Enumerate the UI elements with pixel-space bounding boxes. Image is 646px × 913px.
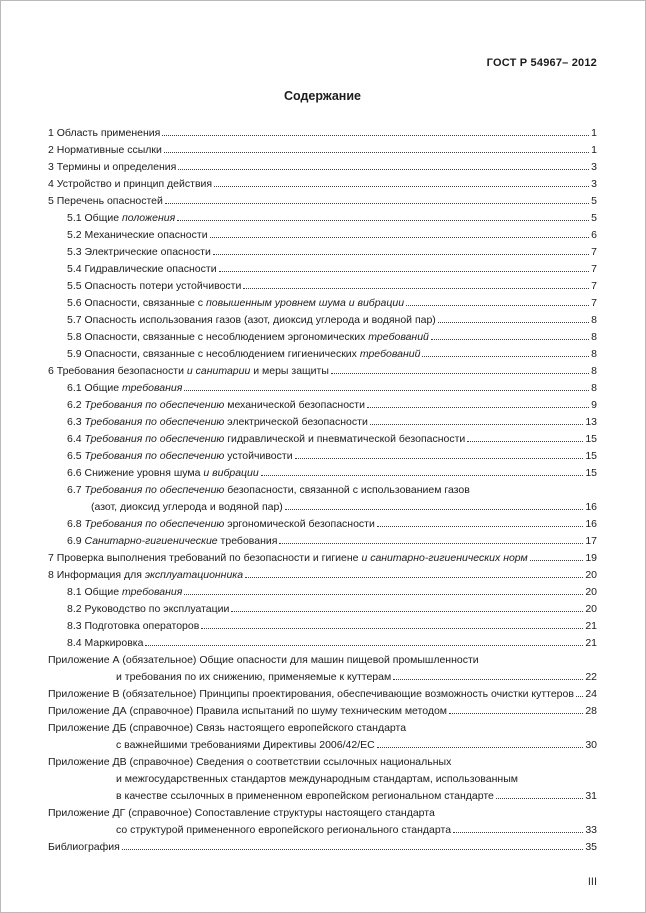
toc-entry-text: Приложение ДГ (справочное) Сопоставление структуры настоящего стандарта (48, 807, 435, 819)
toc-entry-text: и требования по их снижению, применяемые к куттерам (116, 671, 392, 683)
toc-leader-dots (184, 592, 583, 595)
toc-leader-dots (213, 252, 589, 255)
toc-entry-text: 5.4 Гидравлические опасности (67, 263, 217, 275)
toc-entry-line (48, 312, 597, 329)
toc-entry-text: со структурой примененного европейского регионального стандарта (116, 824, 452, 836)
toc-page-number: 5 (591, 195, 597, 207)
toc-list (48, 125, 597, 856)
toc-entry-line (48, 686, 597, 703)
toc-entry-line (48, 210, 597, 227)
toc-page-number: 15 (585, 450, 597, 462)
toc-entry-text: с важнейшими требованиями Директивы 2006/42/ЕС (116, 739, 375, 751)
toc-entry-text: 4 Устройство и принцип действия (48, 178, 213, 190)
toc-entry-line (48, 822, 597, 839)
toc-leader-dots (431, 337, 589, 340)
toc-leader-dots (162, 133, 589, 136)
toc-entry-text: 6 Требования безопасности и санитарии и меры защиты (48, 365, 329, 377)
toc-entry-line (48, 193, 597, 210)
toc-page-number: 3 (591, 161, 597, 173)
toc-leader-dots (467, 439, 583, 442)
toc-entry-line (48, 703, 597, 720)
toc-page-number: 20 (585, 569, 597, 581)
toc-leader-dots (576, 694, 583, 697)
toc-leader-dots (231, 609, 583, 612)
toc-entry-text: 8.4 Маркировка (67, 637, 144, 649)
toc-entry-text: 5.5 Опасность потери устойчивости (67, 280, 242, 292)
toc-entry-line (48, 329, 597, 346)
toc-page-number: 24 (585, 688, 597, 700)
toc-page-number: 20 (585, 586, 597, 598)
toc-entry-text: Приложение ДА (справочное) Правила испытаний по шуму техническим методом (48, 705, 448, 717)
toc-leader-dots (331, 371, 589, 374)
toc-page-number: 7 (591, 280, 597, 292)
toc-entry-line (48, 635, 597, 652)
toc-entry-text: в качестве ссылочных в примененном европейском региональном стандарте (116, 790, 494, 802)
toc-entry-text: Приложение ДВ (справочное) Сведения о соответствии ссылочных национальных (48, 756, 452, 768)
toc-entry-text: 5 Перечень опасностей (48, 195, 163, 207)
toc-page-number: 13 (585, 416, 597, 428)
toc-page-number: 5 (591, 212, 597, 224)
toc-page-number: 31 (585, 790, 597, 802)
toc-leader-dots (201, 626, 583, 629)
toc-entry-text: 5.6 Опасности, связанные с повышенным уровнем шума и вибрации (67, 297, 405, 309)
doc-code: ГОСТ Р 54967– 2012 (486, 57, 597, 69)
toc-entry-line (48, 431, 597, 448)
toc-entry-line (48, 584, 597, 601)
toc-page-number: 33 (585, 824, 597, 836)
toc-page-number: 20 (585, 603, 597, 615)
toc-entry-line (48, 142, 597, 159)
toc-page-number: 3 (591, 178, 597, 190)
toc-entry-text: 6.6 Снижение уровня шума и вибрации (67, 467, 259, 479)
toc-entry-line (48, 448, 597, 465)
page-title: Содержание (283, 89, 361, 103)
toc-leader-dots (210, 235, 590, 238)
toc-leader-dots (279, 541, 583, 544)
toc-entry-line (48, 516, 597, 533)
toc-entry-line (48, 465, 597, 482)
toc-leader-dots (122, 847, 583, 850)
toc-leader-dots (261, 473, 584, 476)
toc-leader-dots (377, 524, 583, 527)
toc-leader-dots (370, 422, 583, 425)
toc-page-number: 15 (585, 467, 597, 479)
toc-entry-text: 1 Область применения (48, 127, 161, 139)
toc-entry-text: 6.2 Требования по обеспечению механической безопасности (67, 399, 365, 411)
toc-page-number: 8 (591, 314, 597, 326)
toc-page-number: 7 (591, 246, 597, 258)
toc-page-number: 8 (591, 365, 597, 377)
toc-page-number: 9 (591, 399, 597, 411)
toc-entry-line (48, 533, 597, 550)
toc-leader-dots (177, 218, 589, 221)
toc-entry-line (48, 720, 597, 737)
toc-entry-line (48, 346, 597, 363)
toc-entry-line (48, 261, 597, 278)
toc-entry-line (48, 737, 597, 754)
toc-entry-text: и межгосударственных стандартов международным стандартам, использованным (116, 773, 518, 785)
toc-leader-dots (406, 303, 589, 306)
toc-leader-dots (295, 456, 584, 459)
toc-entry-text: Приложение В (обязательное) Принципы проектирования, обеспечивающие возможность очистки куттеров (48, 688, 574, 700)
toc-entry-line (48, 652, 597, 669)
toc-entry-text: 8.2 Руководство по эксплуатации (67, 603, 230, 615)
toc-page-number: 35 (585, 841, 597, 853)
toc-leader-dots (422, 354, 589, 357)
toc-entry-line (48, 363, 597, 380)
toc-entry-text: Библиография (48, 841, 120, 853)
toc-entry-line (48, 754, 597, 771)
toc-entry-line (48, 550, 597, 567)
toc-page-number: 17 (585, 535, 597, 547)
toc-entry-text: 8.3 Подготовка операторов (67, 620, 200, 632)
toc-entry-text: 6.4 Требования по обеспечению гидравлической и пневматической безопасности (67, 433, 466, 445)
toc-page-number: 8 (591, 331, 597, 343)
toc-entry-text: 6.3 Требования по обеспечению электрической безопасности (67, 416, 368, 428)
footer-page-number: III (587, 876, 597, 888)
toc-leader-dots (184, 388, 589, 391)
toc-page-number: 28 (585, 705, 597, 717)
toc-entry-text: 6.8 Требования по обеспечению эргономической безопасности (67, 518, 375, 530)
toc-page-number: 16 (585, 518, 597, 530)
toc-entry-line (48, 771, 597, 788)
toc-leader-dots (367, 405, 589, 408)
toc-entry-line (48, 618, 597, 635)
toc-entry-text: 5.1 Общие положения (67, 212, 176, 224)
toc-leader-dots (145, 643, 583, 646)
toc-entry-text: 5.8 Опасности, связанные с несоблюдением эргономических требований (67, 331, 429, 343)
toc-leader-dots (285, 507, 584, 510)
toc-page-number: 30 (585, 739, 597, 751)
toc-page-number: 1 (591, 144, 597, 156)
toc-entry-text: Приложение ДБ (справочное) Связь настоящего европейского стандарта (48, 722, 407, 734)
toc-entry-line (48, 295, 597, 312)
toc-entry-text: 8.1 Общие требования (67, 586, 183, 598)
toc-page-number: 19 (585, 552, 597, 564)
toc-entry-line (48, 244, 597, 261)
toc-entry-text: 7 Проверка выполнения требований по безопасности и гигиене и санитарно-гигиенических норм (48, 552, 528, 564)
toc-entry-text: (азот, диоксид углерода и водяной пар) (91, 501, 283, 513)
toc-leader-dots (496, 796, 583, 799)
toc-leader-dots (219, 269, 590, 272)
toc-entry-line (48, 125, 597, 142)
toc-entry-text: 5.3 Электрические опасности (67, 246, 211, 258)
toc-leader-dots (178, 167, 589, 170)
toc-entry-line (48, 397, 597, 414)
toc-page-number: 16 (585, 501, 597, 513)
toc-entry-text: 6.9 Санитарно-гигиенические требования (67, 535, 278, 547)
toc-entry-line (48, 567, 597, 584)
toc-entry-text: 6.5 Требования по обеспечению устойчивости (67, 450, 293, 462)
toc-entry-line (48, 278, 597, 295)
toc-entry-line (48, 227, 597, 244)
toc-page-number: 8 (591, 348, 597, 360)
toc-page-number: 8 (591, 382, 597, 394)
toc-page-number: 6 (591, 229, 597, 241)
toc-page-number: 22 (585, 671, 597, 683)
toc-entry-line (48, 159, 597, 176)
toc-leader-dots (164, 150, 589, 153)
toc-leader-dots (214, 184, 589, 187)
toc-leader-dots (449, 711, 583, 714)
toc-entry-text: Приложение А (обязательное) Общие опасности для машин пищевой промышленности (48, 654, 479, 666)
toc-entry-text: 6.1 Общие требования (67, 382, 183, 394)
toc-entry-line (48, 499, 597, 516)
toc-leader-dots (243, 286, 589, 289)
toc-page-number: 7 (591, 263, 597, 275)
toc-entry-line (48, 176, 597, 193)
toc-leader-dots (377, 745, 584, 748)
toc-leader-dots (453, 830, 583, 833)
toc-leader-dots (438, 320, 589, 323)
toc-entry-text: 6.7 Требования по обеспечению безопасности, связанной с использованием газов (67, 484, 470, 496)
toc-entry-line (48, 482, 597, 499)
toc-entry-line (48, 805, 597, 822)
toc-entry-text: 2 Нормативные ссылки (48, 144, 162, 156)
toc-entry-line (48, 601, 597, 618)
toc-page-number: 7 (591, 297, 597, 309)
toc-leader-dots (245, 575, 583, 578)
toc-entry-text: 8 Информация для эксплуатационника (48, 569, 244, 581)
toc-entry-line (48, 839, 597, 856)
toc-page-number: 21 (585, 637, 597, 649)
toc-entry-line (48, 380, 597, 397)
toc-leader-dots (393, 677, 583, 680)
toc-page-number: 21 (585, 620, 597, 632)
toc-entry-text: 3 Термины и определения (48, 161, 177, 173)
toc-page-number: 1 (591, 127, 597, 139)
toc-entry-text: 5.2 Механические опасности (67, 229, 208, 241)
toc-entry-text: 5.9 Опасности, связанные с несоблюдением гигиенических требований (67, 348, 421, 360)
toc-entry-line (48, 788, 597, 805)
toc-entry-line (48, 414, 597, 431)
toc-leader-dots (530, 558, 584, 561)
toc-leader-dots (165, 201, 589, 204)
toc-entry-line (48, 669, 597, 686)
toc-page-number: 15 (585, 433, 597, 445)
toc-entry-text: 5.7 Опасность использования газов (азот, диоксид углерода и водяной пар) (67, 314, 436, 326)
